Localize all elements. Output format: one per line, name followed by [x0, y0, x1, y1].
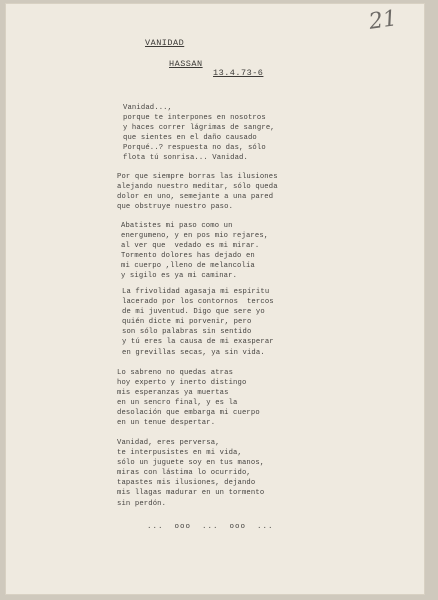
poem-title: VANIDAD	[145, 38, 185, 48]
poem-line: miras con lástima lo ocurrido,	[117, 469, 251, 478]
poem-line: mis llagas madurar en un tormento	[117, 489, 265, 498]
poem-line: Tormento dolores has dejado en	[121, 252, 255, 261]
poem-line: hoy experto y inerto distingo	[117, 379, 247, 388]
poem-author: HASSAN	[169, 59, 203, 69]
poem-line: al ver que vedado es mi mirar.	[121, 242, 260, 251]
stanza-5	[117, 368, 260, 429]
poem-line: y haces correr lágrimas de sangre,	[123, 124, 275, 133]
poem-line: alejando nuestro meditar, sólo queda	[117, 183, 278, 192]
poem-line: flota tú sonrisa... Vanidad.	[123, 154, 248, 163]
poem-line: quién dicte mi porvenir, pero	[122, 318, 252, 327]
poem-line: Vanidad, eres perversa,	[117, 439, 220, 447]
folio-number: 21	[367, 6, 399, 35]
poem-line: que obstruye nuestro paso.	[117, 203, 234, 212]
poem-line: en un sencro final, y es la	[117, 399, 238, 408]
closing-ornament: ... ooo ... ooo ...	[147, 523, 274, 531]
poem-line: y sigilo es ya mi caminar.	[121, 272, 238, 281]
poem-line: Abatistes mi paso como un	[121, 222, 233, 230]
poem-line: te interpusistes en mi vida,	[117, 449, 242, 458]
stanza-2	[117, 172, 278, 212]
poem-line: que sientes en el daño causado	[123, 134, 257, 143]
poem-line: energumeno, y en pos mio rejares,	[121, 232, 269, 241]
poem-line: tapastes mis ilusiones, dejando	[117, 479, 256, 488]
poem-line: mis esperanzas ya muertas	[117, 389, 229, 398]
stanza-3	[121, 221, 268, 282]
poem-line: dolor en uno, semejante a una pared	[117, 193, 274, 202]
poem-line: porque te interpones en nosotros	[123, 114, 266, 123]
poem-line: en grevillas secas, ya sin vida.	[122, 348, 265, 357]
poem-line: y tú eres la causa de mi exasperar	[122, 338, 274, 347]
poem-line: sin perdón.	[117, 499, 167, 508]
stanza-1	[123, 103, 275, 164]
poem-line: sólo un juguete soy en tus manos,	[117, 459, 265, 468]
stanza-4	[122, 287, 274, 358]
poem-line: Vanidad...,	[123, 104, 173, 112]
poem-line: mi cuerpo ,lleno de melancolía	[121, 262, 255, 271]
stanza-6	[117, 438, 264, 509]
poem-line: de mi juventud. Digo que sere yo	[122, 308, 265, 317]
poem-line: Por que siempre borras las ilusiones	[117, 173, 278, 181]
poem-line: son sólo palabras sin sentido	[122, 328, 252, 337]
poem-date: 13.4.73-6	[213, 68, 264, 78]
typed-page	[6, 4, 424, 594]
poem-line: Lo sabreno no quedas atras	[117, 369, 234, 377]
poem-line: Porqué..? respuesta no das, sólo	[123, 144, 266, 153]
poem-line: lacerado por los contornos tercos	[122, 298, 274, 307]
poem-line: La frivolidad agasaja mi espíritu	[122, 288, 270, 296]
poem-line: en un tenue despertar.	[117, 419, 216, 428]
poem-line: desolación que embarga mi cuerpo	[117, 409, 260, 418]
